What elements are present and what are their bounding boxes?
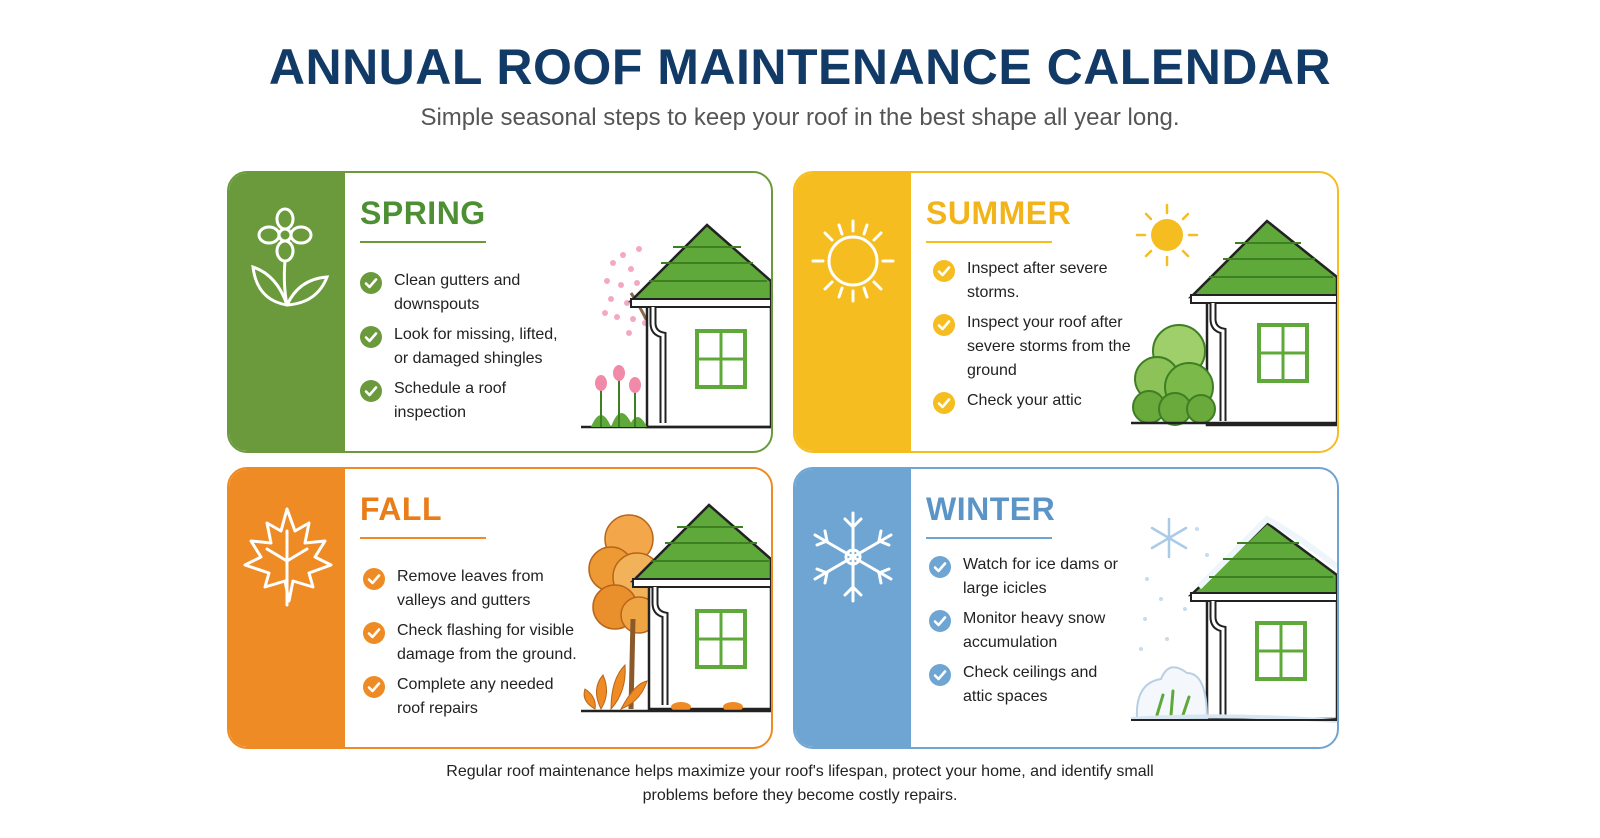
check-icon	[929, 556, 951, 578]
list-item: Monitor heavy snow accumulation	[929, 607, 1169, 655]
check-icon	[929, 664, 951, 686]
summer-card	[793, 171, 1339, 453]
list-item: Complete any needed roof repairs	[363, 673, 613, 721]
spring-title: SPRING	[360, 195, 486, 231]
check-icon	[933, 314, 955, 336]
check-icon	[363, 622, 385, 644]
check-icon	[363, 676, 385, 698]
footer-line-1: Regular roof maintenance helps maximize your roof's lifespan, protect your home, and identify small	[446, 763, 1154, 780]
footer-note	[0, 760, 1600, 808]
fall-house-illustration	[581, 469, 771, 749]
check-icon	[360, 326, 382, 348]
list-item: Watch for ice dams or large icicles	[929, 553, 1169, 601]
page-subtitle: Simple seasonal steps to keep your roof in the best shape all year long.	[420, 104, 1180, 131]
spring-house-illustration	[571, 173, 771, 453]
list-item: Remove leaves from valleys and gutters	[363, 565, 613, 613]
check-icon	[929, 610, 951, 632]
summer-band	[795, 173, 911, 451]
spring-card	[227, 171, 773, 453]
summer-title: SUMMER	[926, 195, 1072, 231]
sun-icon	[803, 205, 903, 315]
page-title: ANNUAL ROOF MAINTENANCE CALENDAR	[268, 39, 1332, 95]
list-item: Inspect after severe storms.	[933, 257, 1173, 305]
winter-band	[795, 469, 911, 747]
fall-task-list	[363, 565, 613, 727]
spring-band	[229, 173, 345, 451]
winter-house-illustration	[1127, 469, 1337, 749]
list-item: Look for missing, lifted, or damaged shingles	[360, 323, 600, 371]
snowflake-icon	[803, 501, 903, 611]
check-icon	[360, 272, 382, 294]
flower-icon	[237, 205, 337, 315]
fall-title: FALL	[360, 491, 442, 527]
list-item: Clean gutters and downspouts	[360, 269, 600, 317]
winter-card	[793, 467, 1339, 749]
small-snowflake	[1152, 519, 1186, 557]
small-sun	[1137, 205, 1197, 265]
list-item: Check ceilings and attic spaces	[929, 661, 1169, 709]
check-icon	[933, 392, 955, 414]
fall-card	[227, 467, 773, 749]
list-item: Check your attic	[933, 389, 1173, 413]
bush	[1133, 325, 1215, 425]
check-icon	[933, 260, 955, 282]
summer-divider	[926, 241, 1052, 243]
spring-divider	[360, 241, 486, 243]
list-item: Check flashing for visible damage from the ground.	[363, 619, 613, 667]
leaf-bush	[584, 665, 647, 709]
check-icon	[360, 380, 382, 402]
fall-band	[229, 469, 345, 747]
spring-task-list	[360, 269, 600, 431]
maple-leaf-icon	[237, 501, 337, 611]
summer-house-illustration	[1127, 173, 1337, 453]
winter-title: WINTER	[926, 491, 1056, 527]
list-item: Inspect your roof after severe storms from the ground	[933, 311, 1173, 383]
footer-line-2: problems before they become costly repairs.	[642, 787, 958, 804]
tulips	[591, 365, 647, 427]
winter-divider	[926, 537, 1052, 539]
list-item: Schedule a roof inspection	[360, 377, 600, 425]
snowy-bush	[1137, 667, 1207, 719]
check-icon	[363, 568, 385, 590]
fall-divider	[360, 537, 486, 539]
